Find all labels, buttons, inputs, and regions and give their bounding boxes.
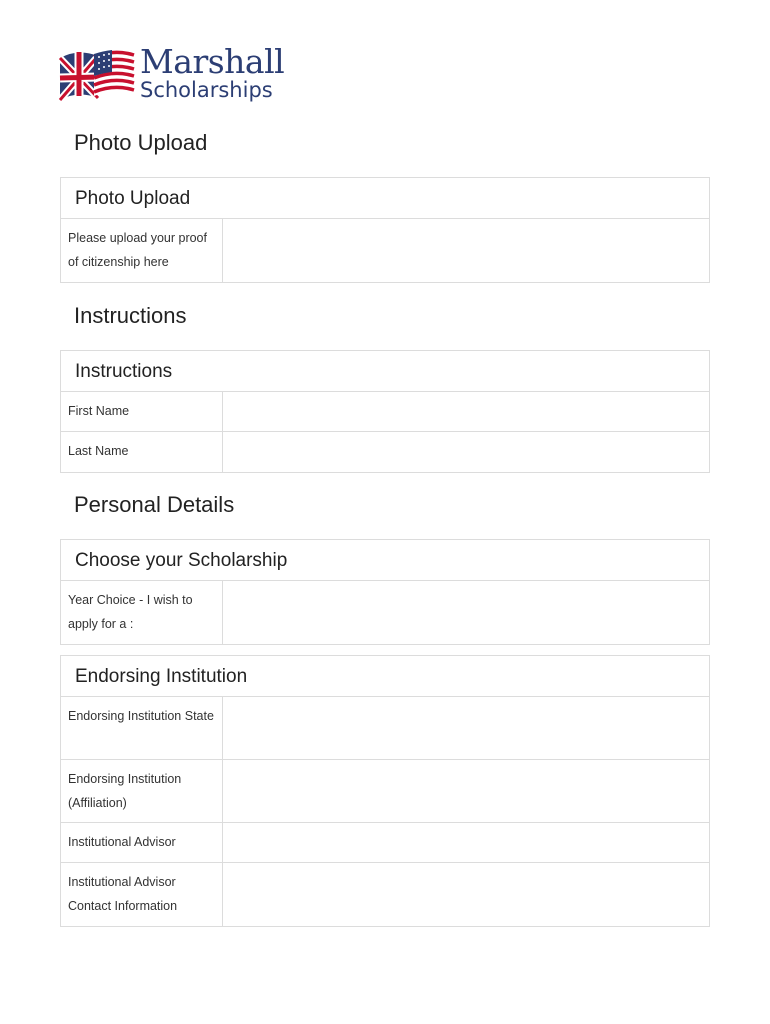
form-row — [61, 432, 709, 472]
card-header-endorsing-institution: Endorsing Institution — [61, 656, 709, 697]
marshall-logo — [58, 42, 285, 106]
form-row — [61, 823, 709, 863]
section-title-instructions: Instructions — [74, 303, 187, 328]
form-row — [61, 581, 709, 644]
field-label: Endorsing Institution State — [61, 697, 223, 759]
logo-name: Marshall — [140, 42, 285, 81]
form-row — [61, 219, 709, 282]
field-label: First Name — [61, 392, 223, 431]
logo-subtitle: Scholarships — [140, 78, 273, 102]
section-title-photo-upload: Photo Upload — [74, 130, 208, 155]
field-label: Please upload your proof of citizenship here — [61, 219, 223, 282]
card-header-photo-upload: Photo Upload — [61, 178, 709, 219]
card-header-scholarship: Choose your Scholarship — [61, 540, 709, 581]
citizenship-upload-field[interactable] — [223, 219, 709, 282]
institution-state-field[interactable] — [223, 697, 709, 759]
last-name-field[interactable] — [223, 432, 709, 472]
photo-upload-card — [60, 177, 710, 283]
field-label: Institutional Advisor — [61, 823, 223, 862]
institutional-advisor-field[interactable] — [223, 823, 709, 862]
form-row — [61, 697, 709, 760]
year-choice-field[interactable] — [223, 581, 709, 644]
instructions-card — [60, 350, 710, 473]
form-row — [61, 392, 709, 432]
field-label: Year Choice - I wish to apply for a : — [61, 581, 223, 644]
endorsing-institution-card — [60, 655, 710, 927]
flag-icon — [58, 46, 136, 106]
field-label: Endorsing Institution (Affiliation) — [61, 760, 223, 822]
form-row — [61, 760, 709, 823]
scholarship-card — [60, 539, 710, 645]
field-label: Last Name — [61, 432, 223, 472]
first-name-field[interactable] — [223, 392, 709, 431]
form-row — [61, 863, 709, 926]
institution-affiliation-field[interactable] — [223, 760, 709, 822]
section-title-personal-details: Personal Details — [74, 492, 235, 517]
card-header-instructions: Instructions — [61, 351, 709, 392]
field-label: Institutional Advisor Contact Information — [61, 863, 223, 926]
advisor-contact-field[interactable] — [223, 863, 709, 926]
